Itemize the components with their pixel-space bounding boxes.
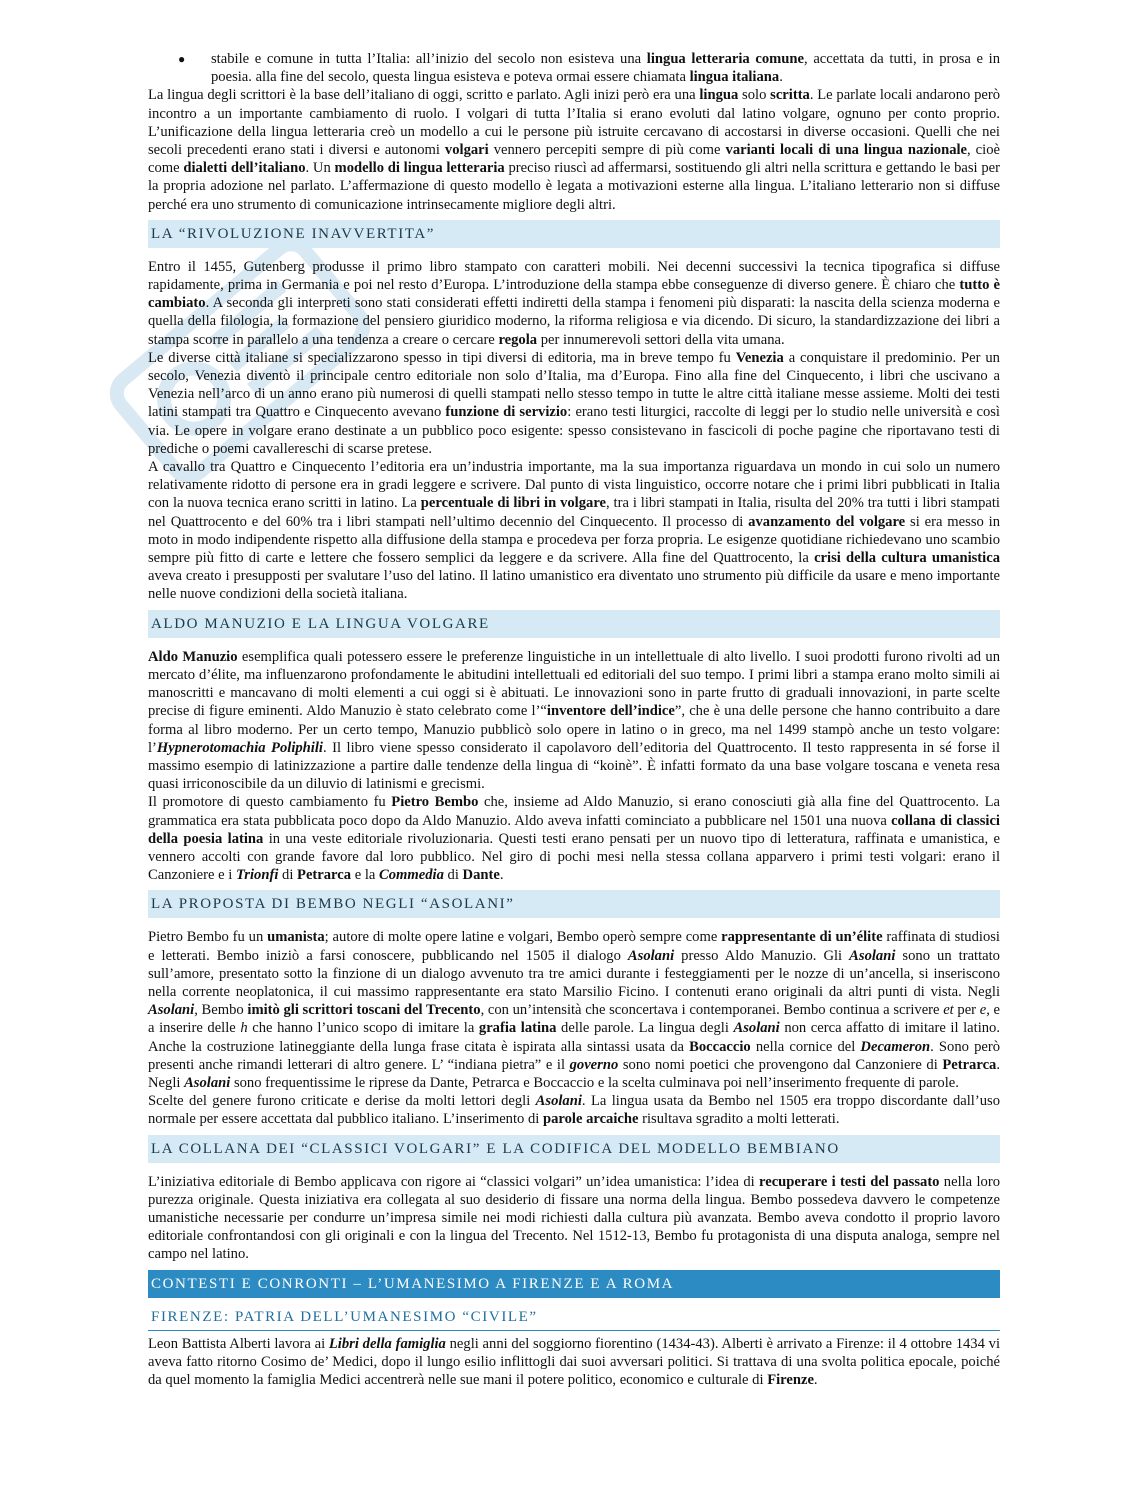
section-paragraph: Le diverse città italiane si specializzarono spesso in tipi diversi di editoria, ma in breve tempo fu Venezia a conquistare il predominio. Per un secolo, Venezia diventò il principale centro editoriale non solo d’Italia, ma d’Europa. Fino alla fine del Cinquecento, i libri che uscivano a Venezia nell’arco di un anno erano più numerosi di quelli stampati nello stesso tempo in tutte le altre città italiane messe assieme. Molti dei testi latini stampati tra Quattro e Cinquecento avevano funzione di servizio: erano testi liturgici, raccolte di leggi per lo studio nelle università e così via. Le opere in volgare erano destinate a un pubblico poco esigente: spesso consistevano in fascicoli di poche pagine che riportavano testi di prediche o poemi cavallereschi di scarse pretese.: [148, 349, 1000, 457]
text-run: Asolani: [148, 1002, 195, 1019]
text-run: Asolani: [535, 1093, 582, 1110]
text-run: dialetti dell’italiano: [183, 160, 306, 177]
text-run: Aldo Manuzio: [148, 648, 238, 665]
context-subheading: FIRENZE: PATRIA DELL’UMANESIMO “CIVILE”: [148, 1306, 1000, 1331]
text-run: e: [979, 1002, 987, 1019]
text-run: Firenze: [767, 1371, 814, 1388]
section-paragraph: Pietro Bembo fu un umanista; autore di molte opere latine e volgari, Bembo operò sempre come rappresentante di un’élite raffinata di studiosi e letterati. Bembo iniziò a farsi conoscere, pubblicando nel 1505 il dialogo Asolani presso Aldo Manuzio. Gli Asolani sono un trattato sull’amore, presentato sotto la finzione di un dialogo avvenuto tra tre amici durante i festeggiamenti per le nozze di un’ancella, si inseriscono nella corrente neoplatonica, il cui massimo rappresentante era stato Marsilio Ficino. I contenuti erano originali da altri punti di vista. Negli Asolani, Bembo imitò gli scrittori toscani del Trecento, con un’intensità che sconcertava i contemporanei. Bembo continua a scrivere et per e, e a inserire delle h che hanno l’unico scopo di imitare la grafia latina delle parole. La lingua degli Asolani non cerca affatto di imitare il latino. Anche la costruzione latineggiante della lunga frase citata è ispirata alla sintassi usata da Boccaccio nella cornice del Decameron. Sono però presenti anche rimandi letterari di altro genere. L’ “indiana pietra” e il governo sono nomi poetici che provengono dal Canzoniere di Petrarca. Negli Asolani sono frequentissime le riprese da Dante, Petrarca e Boccaccio e la scelta culminava poi nell’inserimento frequente di parole.: [148, 929, 1001, 1091]
text-run: crisi della cultura umanistica: [814, 550, 1001, 567]
section-paragraph: Scelte del genere furono criticate e derise da molti lettori degli Asolani. La lingua usata da Bembo nel 1505 era troppo discordante dall’uso normale per essere accettata dal pubblico italiano. L’inserimento di parole arcaiche risultava sgradito a molti letterati.: [148, 1093, 1000, 1128]
text-run: scritta: [770, 87, 810, 104]
text-run: lingua italiana: [689, 69, 780, 86]
section-paragraph: Il promotore di questo cambiamento fu Pietro Bembo che, insieme ad Aldo Manuzio, si erano conosciuti già alla fine del Quattrocento. La grammatica era stata pubblicata poco dopo da Aldo Manuzio. Aldo aveva infatti cominciato a pubblicare nel 1501 una nuova collana di classici della poesia latina in una veste editoriale rivoluzionaria. Questi testi erano pensati per un nuovo tipo di letteratura, raffinata e umanistica, e vennero accolti con grande favore dal loro pubblico. Nel giro di pochi mesi nella stessa collana apparvero i primi testi volgari: erano il Canzoniere e i Trionfi di Petrarca e la Commedia di Dante.: [148, 794, 1001, 884]
section-heading: LA COLLANA DEI “CLASSICI VOLGARI” E LA CODIFICA DEL MODELLO BEMBIANO: [148, 1135, 1000, 1163]
text-run: Petrarca: [942, 1056, 997, 1073]
text-run: Asolani: [849, 947, 896, 964]
context-heading: CONTESTI E CONRONTI – L’UMANESIMO A FIRENZE E A ROMA: [148, 1270, 1000, 1298]
text-run: Libri della famiglia: [328, 1335, 446, 1352]
text-run: grafia latina: [478, 1020, 557, 1037]
text-run: inventore dell’indice: [546, 703, 675, 720]
text-run: umanista: [267, 929, 325, 946]
text-run: tutto è cambiato: [148, 277, 1000, 312]
section-heading: ALDO MANUZIO E LA LINGUA VOLGARE: [148, 610, 1000, 638]
text-run: Petrarca: [297, 867, 352, 884]
text-run: Commedia: [379, 867, 444, 884]
bullet-text: stabile e comune in tutta l’Italia: all’inizio del secolo non esisteva una lingua letteraria comune, accettata da tutti, in prosa e in poesia. alla fine del secolo, questa lingua esisteva e poteva ormai essere chiamata lingua italiana.: [211, 51, 1000, 86]
section-paragraph: Entro il 1455, Gutenberg produsse il primo libro stampato con caratteri mobili. Nei decenni successivi la tecnica tipografica si diffuse rapidamente, prima in Germania e poi nel resto d’Europa. L’introduzione della stampa ebbe conseguenze di diverso genere. È chiaro che tutto è cambiato. A seconda gli interpreti sono stati considerati effetti indiretti della stampa i fenomeni più disparati: la nascita della scienza moderna e quella della filologia, la formazione del pensiero giuridico moderno, la riforma religiosa e via dicendo. Di sicuro, la standardizzazione dei libri a stampa scorre in parallelo a una tendenza a creare o cercare regola per innumerevoli settori della vita umana.: [148, 258, 1000, 348]
text-run: et: [943, 1002, 954, 1019]
context-paragraph: Leon Battista Alberti lavora ai Libri della famiglia negli anni del soggiorno fiorentino (1434-43). Alberti è arrivato a Firenze: il 4 ottobre 1434 vi aveva fatto ritorno Cosimo de’ Medici, dopo il lungo esilio inflittogli dai suoi avversari politici. Si trattava di una svolta politica epocale, poiché da quel momento la famiglia Medici accentrerà nelle sue mani il potere politico, economico e culturale di Firenze.: [148, 1335, 1001, 1388]
text-run: Venezia: [735, 349, 784, 366]
text-run: parole arcaiche: [542, 1111, 639, 1128]
text-run: volgari: [444, 142, 489, 159]
text-run: collana di classici della poesia latina: [148, 812, 1000, 847]
text-run: rappresentante di un’élite: [721, 929, 883, 946]
text-run: lingua letteraria comune: [646, 51, 805, 67]
text-run: Asolani: [627, 947, 675, 964]
text-run: lingua: [699, 87, 739, 104]
text-run: funzione di servizio: [445, 404, 568, 421]
text-run: modello di lingua letteraria: [334, 160, 505, 177]
section-paragraph: L’iniziativa editoriale di Bembo applicava con rigore ai “classici volgari” un’idea umanistica: l’idea di recuperare i testi del passato nella loro purezza originale. Questa iniziativa era collegata al suo desiderio di fissare una norma della lingua. Bembo possedeva davvero le competenze umanistiche necessarie per condurre un’impresa simile nei modi richiesti dalla cultura più avanzata. Bembo aveva condotto il proprio lavoro editoriale confrontandosi con gli originali e con la lingua del Trecento. Nel 1512-13, Bembo fu protagonista di una disputa analoga, sempre nel campo nel latino.: [148, 1173, 1000, 1263]
text-run: Boccaccio: [689, 1038, 751, 1055]
text-run: varianti locali di una lingua nazionale: [725, 142, 968, 159]
section-paragraph: Aldo Manuzio esemplifica quali potessero essere le preferenze linguistiche in un intellettuale di alto livello. I suoi prodotti furono rivolti ad un mercato d’élite, ma influenzarono profondamente le abitudini intellettuali ed editoriali del suo tempo. I primi libri a stampa erano molto simili ai manoscritti e mancavano di molti elementi a cui oggi si è abituati. Le innovazioni sono in parte frutto di graduali innovazioni, in parte scelte precise di figure eminenti. Aldo Manuzio è stato celebrato come l’“inventore dell’indice”, che è una delle persone che hanno contribuito a dare forma al libro moderno. Per un certo tempo, Manuzio pubblicò solo opere in latino o in greco, ma nel 1499 stampò anche un testo volgare: l’Hypnerotomachia Poliphili. Il libro viene spesso considerato il capolavoro dell’editoria del Quattrocento. Il testo rappresenta in sé forse il massimo esempio di latinizzazione a partire dalle tendenze della lingua di “koinè”. È infatti formato da una base volgare toscana e veneta resa quasi irriconoscibile da un diluvio di latinismi e grecismi.: [148, 648, 1001, 793]
section-paragraph: A cavallo tra Quattro e Cinquecento l’editoria era un’industria importante, ma la sua importanza riguardava un mondo in cui solo un numero relativamente ridotto di persone era in gradi leggere e scrivere. Dal punto di vista linguistico, occorre notare che i primi libri pubblicati in Italia con la nuova tecnica erano scritti in latino. La percentuale di libri in volgare, tra i libri stampati in Italia, risulta del 20% tra tutti i libri stampati nel Quattrocento e del 60% tra i libri stampati nell’ultimo decennio del Cinquecento. Il processo di avanzamento del volgare si era messo in moto in modo indipendente rispetto alla diffusione della stampa e procedeva per forza propria. Le esigenze quotidiane richiedevano uno scambio sempre più fitto di carte e lettere che fossero semplici da leggere e da scrivere. Alla fine del Quattrocento, la crisi della cultura umanistica aveva creato i presupposti per svalutare l’uso del latino. Il latino umanistico era diventato uno strumento più difficile da usare e meno importante nelle nuove condizioni della società italiana.: [148, 459, 1001, 603]
text-run: governo: [569, 1056, 619, 1073]
text-run: Asolani: [184, 1074, 231, 1091]
bullet-icon: ●: [178, 52, 186, 66]
document-page: [148, 50, 1000, 1389]
text-run: recuperare i testi del passato: [759, 1173, 940, 1190]
text-run: Hypnerotomachia Poliphili: [156, 739, 323, 756]
section-heading: LA PROPOSTA DI BEMBO NEGLI “ASOLANI”: [148, 890, 1000, 918]
text-run: imitò gli scrittori toscani del Trecento: [247, 1002, 481, 1019]
text-run: Trionfi: [235, 867, 279, 884]
sections-container: [148, 220, 1000, 1264]
text-run: Asolani: [733, 1020, 780, 1037]
text-run: avanzamento del volgare: [748, 513, 906, 530]
section-heading: LA “RIVOLUZIONE INAVVERTITA”: [148, 220, 1000, 248]
bullet-item: [148, 50, 1000, 86]
text-run: percentuale di libri in volgare: [420, 495, 607, 512]
text-run: regola: [498, 331, 538, 348]
text-run: Dante: [462, 867, 500, 884]
text-run: Decameron: [860, 1038, 931, 1055]
intro-paragraph: La lingua degli scrittori è la base dell’italiano di oggi, scritto e parlato. Agli inizi però era una lingua solo scritta. Le parlate locali andarono però incontro a un importante cambiamento di ruolo. I volgari di tutta l’Italia si erano evoluti dal latino volgare, ognuno per conto proprio. L’unificazione della lingua letteraria creò un modello a cui le persone più istruite cercavano di accostarsi in diverse occasioni. Quelli che nei secoli precedenti erano stati i diversi e autonomi volgari vennero percepiti sempre di più come varianti locali di una lingua nazionale, cioè come dialetti dell’italiano. Un modello di lingua letteraria preciso riuscì ad affermarsi, sostituendo gli altri nella scrittura e gettando le basi per la propria adozione nel parlato. L’affermazione di questo modello è legata a motivazioni esterne alla lingua. L’italiano letterario non si diffuse perché era uno strumento di comunicazione intrinsecamente migliore degli altri.: [148, 87, 1000, 213]
text-run: h: [240, 1020, 248, 1037]
text-run: Pietro Bembo: [391, 794, 479, 811]
